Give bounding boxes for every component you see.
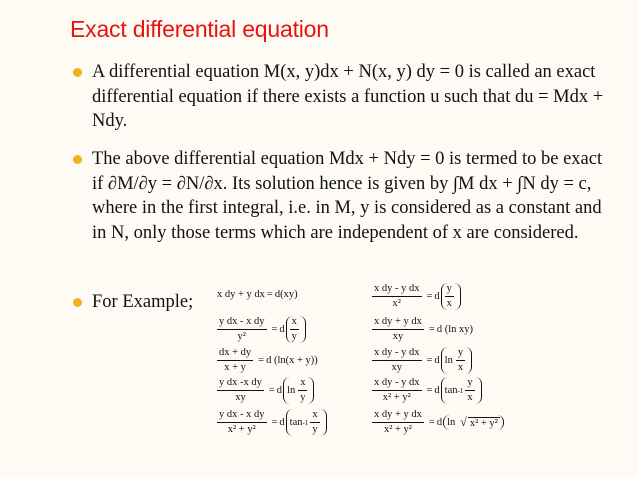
eq-numerator: x dy + y dx bbox=[372, 316, 424, 330]
eq-denominator: y² bbox=[237, 331, 246, 342]
eq-denominator: x + y bbox=[224, 362, 246, 373]
eq-differential: d bbox=[279, 324, 285, 335]
eq-denominator: y bbox=[291, 331, 297, 342]
eq-paren-group bbox=[286, 316, 306, 343]
eq-fraction bbox=[217, 347, 253, 374]
bullet-marker bbox=[73, 68, 82, 77]
eq-equals: = bbox=[428, 324, 435, 335]
eq-ln: ln bbox=[287, 385, 296, 396]
eq-differential: d bbox=[276, 385, 283, 396]
eq-equals: = bbox=[426, 355, 433, 366]
eq-numerator: x bbox=[290, 316, 299, 330]
eq-fraction bbox=[372, 409, 424, 436]
slide-title: Exact differential equation bbox=[70, 16, 329, 42]
eq-numerator: y bbox=[465, 377, 474, 391]
equation-left-3 bbox=[217, 347, 318, 374]
eq-rhs: d (ln xy) bbox=[436, 324, 474, 335]
eq-numerator: x bbox=[298, 377, 307, 391]
eq-tan: tan bbox=[289, 417, 303, 428]
eq-numerator: x dy - y dx bbox=[372, 283, 422, 297]
bullet-definition: A differential equation M(x, y)dx + N(x, y) dy = 0 is called an exact differential equation if there exists a function u such that du = Mdx + Ndy. bbox=[92, 62, 604, 131]
eq-numerator: dx + dy bbox=[217, 347, 253, 361]
eq-inverse-exponent: -1 bbox=[302, 418, 309, 427]
eq-rhs: d(xy) bbox=[274, 289, 298, 300]
eq-equals: = bbox=[428, 417, 435, 428]
eq-sqrt-sign: √ bbox=[460, 415, 467, 429]
equation-left-4 bbox=[217, 377, 314, 404]
eq-denominator: x² + y² bbox=[382, 392, 411, 403]
eq-numerator: y bbox=[445, 283, 454, 297]
bullet-marker bbox=[73, 298, 82, 307]
eq-differential: d bbox=[279, 417, 285, 428]
eq-ln: ln bbox=[447, 417, 456, 428]
eq-numerator: y dx - x dy bbox=[217, 316, 267, 330]
eq-fraction bbox=[290, 316, 299, 343]
eq-fraction bbox=[372, 347, 422, 374]
eq-differential: d bbox=[434, 385, 440, 396]
eq-inverse-exponent: -1 bbox=[457, 386, 464, 395]
eq-numerator: x dy - y dx bbox=[372, 377, 422, 391]
eq-equals: = bbox=[268, 385, 275, 396]
eq-denominator: xy bbox=[235, 392, 246, 403]
eq-equals: = bbox=[271, 324, 278, 335]
bullet-marker bbox=[73, 155, 82, 164]
eq-fraction bbox=[372, 283, 422, 310]
equation-right-5 bbox=[372, 409, 504, 436]
equation-right-2 bbox=[372, 316, 473, 343]
eq-denominator: x bbox=[446, 298, 452, 309]
eq-ln: ln bbox=[444, 355, 453, 366]
eq-denominator: xy bbox=[392, 331, 404, 342]
eq-paren-group bbox=[441, 377, 482, 404]
eq-differential: d bbox=[434, 291, 440, 302]
eq-fraction bbox=[456, 347, 465, 374]
eq-equals: = bbox=[271, 417, 278, 428]
eq-fraction bbox=[217, 316, 267, 343]
eq-paren-group bbox=[441, 347, 472, 374]
eq-numerator: y dx - x dy bbox=[217, 409, 267, 423]
eq-radicand: x² + y² bbox=[469, 417, 498, 429]
eq-paren-group bbox=[286, 409, 327, 436]
equation-right-3 bbox=[372, 347, 472, 374]
eq-lhs: x dy + y dx bbox=[217, 289, 265, 300]
equation-right-1 bbox=[372, 283, 461, 310]
eq-numerator: y bbox=[456, 347, 465, 361]
eq-fraction bbox=[217, 409, 267, 436]
eq-numerator: x bbox=[310, 409, 319, 423]
eq-paren-group bbox=[443, 415, 504, 430]
eq-fraction bbox=[298, 377, 307, 404]
eq-denominator: x bbox=[467, 392, 473, 403]
eq-equals: = bbox=[266, 289, 273, 300]
eq-rhs: d (ln(x + y)) bbox=[266, 355, 318, 366]
eq-numerator: x dy + y dx bbox=[372, 409, 424, 423]
eq-denominator: xy bbox=[391, 362, 402, 373]
eq-denominator: y bbox=[300, 392, 306, 403]
eq-equals: = bbox=[426, 385, 433, 396]
eq-fraction bbox=[372, 316, 424, 343]
eq-denominator: x² + y² bbox=[227, 424, 256, 435]
eq-numerator: y dx -x dy bbox=[217, 377, 264, 391]
eq-equals: = bbox=[258, 355, 265, 366]
eq-paren-group bbox=[283, 377, 314, 404]
bullet-exactness-condition: The above differential equation Mdx + Ndy = 0 is termed to be exact if ∂M/∂y = ∂N/∂x. Its solution hence is given by ∫M dx + ∫N dy = c, where in the first integral, i.e. in M, y is considered as a constant and in N, only those terms which are independent of x are considered. bbox=[92, 149, 603, 243]
eq-fraction bbox=[217, 377, 264, 404]
equation-left-1 bbox=[217, 289, 298, 300]
eq-fraction bbox=[372, 377, 422, 404]
eq-numerator: x dy - y dx bbox=[372, 347, 422, 361]
eq-denominator: x bbox=[457, 362, 464, 373]
eq-denominator: x² bbox=[392, 298, 401, 309]
eq-fraction bbox=[310, 409, 319, 436]
eq-differential: d bbox=[434, 355, 440, 366]
equation-left-2 bbox=[217, 316, 306, 343]
equation-right-4 bbox=[372, 377, 482, 404]
bullet-example-label: For Example; bbox=[92, 292, 194, 312]
equation-left-5 bbox=[217, 409, 327, 436]
eq-tan: tan bbox=[444, 385, 458, 396]
eq-differential: d bbox=[436, 417, 443, 428]
eq-paren-group bbox=[441, 283, 461, 310]
eq-fraction bbox=[445, 283, 454, 310]
eq-denominator: x² + y² bbox=[383, 424, 412, 435]
eq-fraction bbox=[465, 377, 474, 404]
eq-denominator: y bbox=[312, 424, 318, 435]
eq-equals: = bbox=[426, 291, 433, 302]
